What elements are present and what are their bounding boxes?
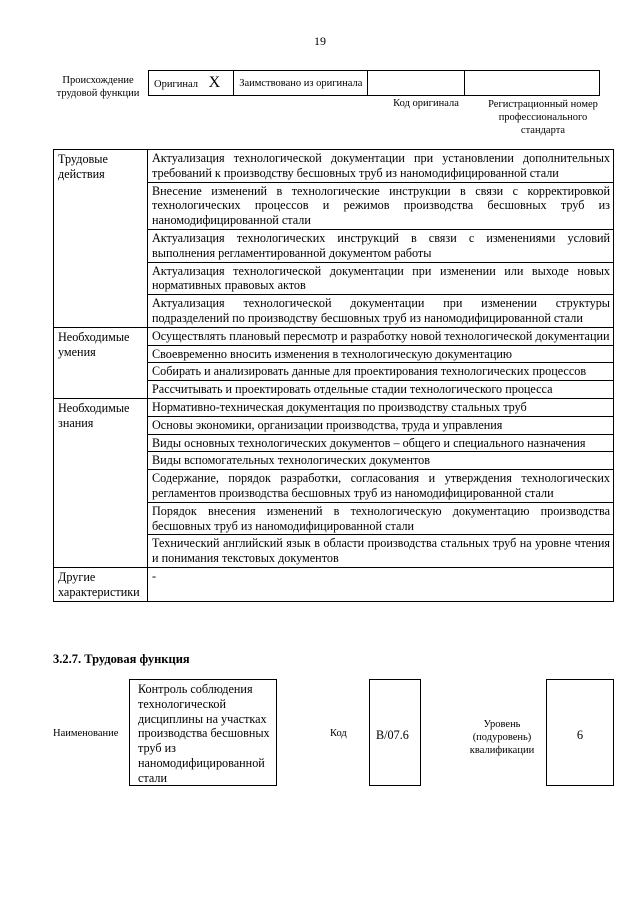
action-item: Актуализация технологической документации при установлении дополнительных требований к производству бесшовных труб из наномодифицированной стали bbox=[148, 150, 614, 183]
knowledge-item: Нормативно-техническая документация по производству стальных труб bbox=[148, 398, 614, 416]
skill-item: Осуществлять плановый пересмотр и разработку новой технологической документации bbox=[148, 327, 614, 345]
skills-label: Необходимые умения bbox=[54, 327, 148, 398]
knowledge-item: Виды вспомогательных технологических документов bbox=[148, 452, 614, 470]
action-item: Актуализация технологических инструкций в связи с изменениями условий выполнения регламентированной документом работы bbox=[148, 229, 614, 262]
skill-item: Рассчитывать и проектировать отдельные стадии технологического процесса bbox=[148, 381, 614, 399]
action-item: Актуализация технологической документации при изменении или выходе новых нормативных правовых актов bbox=[148, 262, 614, 295]
origin-label: Происхождение трудовой функции bbox=[56, 75, 140, 99]
knowledge-item: Виды основных технологических документов – общего и специального назначения bbox=[148, 434, 614, 452]
code-label: Код bbox=[330, 728, 347, 739]
origin-code-cell bbox=[368, 71, 465, 96]
actions-label: Трудовые действия bbox=[54, 150, 148, 328]
knowledge-item: Основы экономики, организации производства, труда и управления bbox=[148, 416, 614, 434]
qualification-level-box: 6 bbox=[546, 679, 614, 786]
function-name-box: Контроль соблюдения технологической дисциплины на участках производства бесшовных труб из наномодифицированной стали bbox=[129, 679, 277, 786]
origin-code-caption: Код оригинала bbox=[393, 98, 459, 109]
origin-borrowed-cell: Заимствовано из оригинала bbox=[234, 71, 368, 96]
page-number: 19 bbox=[314, 34, 326, 48]
skill-item: Собирать и анализировать данные для проектирования технологических процессов bbox=[148, 363, 614, 381]
name-label: Наименование bbox=[53, 728, 119, 739]
knowledge-label: Необходимые знания bbox=[54, 398, 148, 567]
origin-table bbox=[148, 70, 600, 96]
knowledge-item: Порядок внесения изменений в технологическую документацию производства бесшовных труб из наномодифицированной стали bbox=[148, 502, 614, 535]
level-label: Уровень (подуровень) квалификации bbox=[469, 719, 535, 756]
function-table bbox=[53, 149, 614, 602]
function-code-box: В/07.6 bbox=[369, 679, 421, 786]
origin-mark: X bbox=[208, 74, 221, 91]
section-heading: 3.2.7. Трудовая функция bbox=[53, 652, 190, 666]
origin-reg-caption: Регистрационный номер профессионального стандарта bbox=[488, 99, 598, 136]
origin-original-label: Оригинал bbox=[154, 79, 198, 90]
knowledge-item: Технический английский язык в области производства стальных труб на уровне чтения и понимания текстовых документов bbox=[148, 535, 614, 568]
origin-reg-cell bbox=[465, 71, 600, 96]
knowledge-item: Содержание, порядок разработки, согласования и утверждения технологических регламентов производства бесшовных труб из наномодифицированной стали bbox=[148, 470, 614, 503]
origin-original-cell bbox=[149, 71, 234, 96]
skill-item: Своевременно вносить изменения в технологическую документацию bbox=[148, 345, 614, 363]
action-item: Внесение изменений в технологические инструкции в связи с корректировкой технологических процессов и режимов производства бесшовных труб из наномодифицированной стали bbox=[148, 182, 614, 229]
action-item: Актуализация технологической документации при изменении структуры подразделений по производству бесшовных труб из наномодифицированной стали bbox=[148, 295, 614, 328]
other-label: Другие характеристики bbox=[54, 567, 148, 601]
other-value: - bbox=[148, 567, 614, 601]
